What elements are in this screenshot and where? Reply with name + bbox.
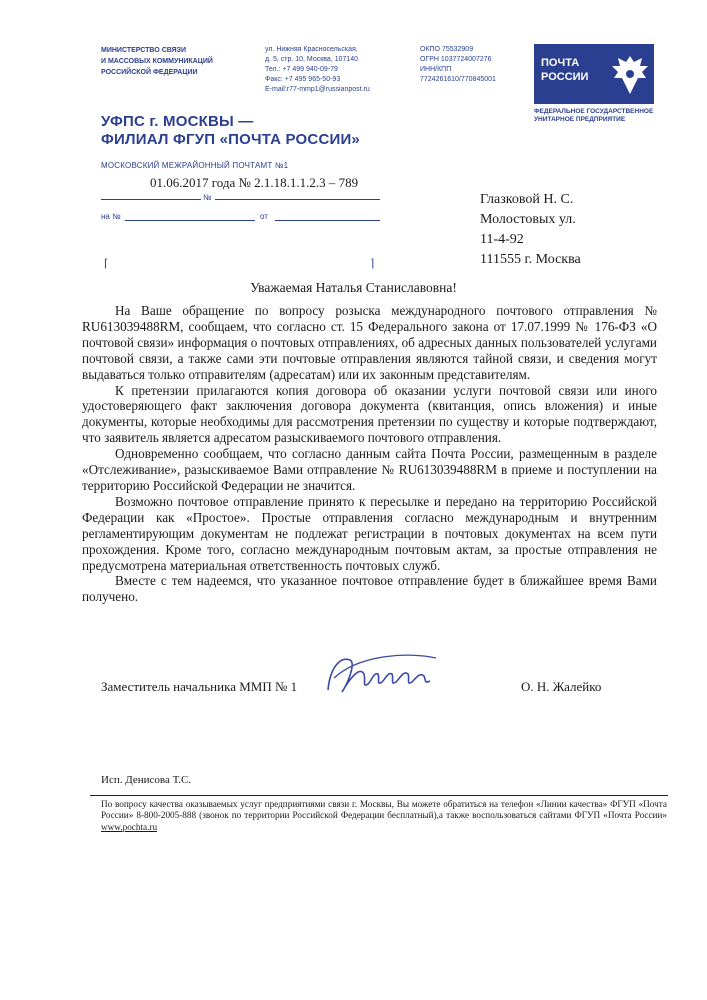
postamt-name: МОСКОВСКИЙ МЕЖРАЙОННЫЙ ПОЧТАМТ №1 <box>101 161 289 170</box>
date-and-number: 01.06.2017 года № 2.1.18.1.1.2.3 – 789 <box>150 175 359 190</box>
logo-line1: ПОЧТА <box>541 57 580 69</box>
date-rule <box>101 199 201 200</box>
recipient-line: 11-4-92 <box>480 232 524 247</box>
logo-subtitle <box>534 108 674 124</box>
executor: Исп. Денисова Т.С. <box>101 774 192 786</box>
body-paragraph: К претензии прилагаются копия договора об оказании услуги почтовой связи или иного удостоверяющего факт заключения договора документа (квитанция, опись вложения) и иные документы, которые необходимы для рассмотрения претензии по существу и которые подтверждают, что заявитель является адресатом разыскиваемого почтового отправления. <box>82 382 657 446</box>
code-line: ИНН/КПП <box>420 66 452 73</box>
address-line: ул. Нижняя Красносельская, <box>265 46 358 53</box>
signatory-name: О. Н. Жалейко <box>521 679 602 694</box>
handwritten-signature <box>320 648 440 703</box>
address-line: Тел.: +7 499 940-09-79 <box>265 66 338 73</box>
ministry-line: И МАССОВЫХ КОММУНИКАЦИЙ <box>101 58 213 65</box>
ref-date-rule <box>275 220 380 221</box>
ministry-header <box>101 45 261 78</box>
branch-line2: ФИЛИАЛ ФГУП «ПОЧТА РОССИИ» <box>101 131 360 148</box>
recipient-line: Глазковой Н. С. <box>480 192 574 207</box>
logo-sub-line: ФЕДЕРАЛЬНОЕ ГОСУДАРСТВЕННОЕ <box>534 108 654 115</box>
signatory-title: Заместитель начальника ММП № 1 <box>101 679 298 694</box>
footer-text: По вопросу качества оказываемых услуг предприятиями связи г. Москвы, Вы можете обратиться на телефон «Линии качества» ФГУП «Почта России» 8-800-2005-888 (звонок по территории Российской Федерации бесплатный),а также воспользоваться сайтами ФГУП «Почта России» <box>101 799 667 821</box>
logo-sub-line: УНИТАРНОЕ ПРЕДПРИЯТИЕ <box>534 116 626 123</box>
footer-rule <box>90 795 668 796</box>
body-paragraph: На Ваше обращение по вопросу розыска международного почтового отправления № RU613039488RM, сообщаем, что согласно ст. 15 Федерального закона от 17.07.1999 № 176-ФЗ «О почтовой связи» информация о почтовых отправлениях, об адресных данных пользователей услугами почтовой связи, а также сами эти почтовые отправления являются тайной связи, и сведения могут выдаваться только отправителям (адресатам) или их законным представителям. <box>82 303 657 382</box>
address-line: д. 5, стр. 10, Москва, 107140 <box>265 56 359 63</box>
code-line: ОКПО 75532909 <box>420 46 474 53</box>
greeting: Уважаемая Наталья Станиславовна! <box>250 280 457 295</box>
branch-line1: УФПС г. МОСКВЫ — <box>101 113 254 130</box>
footer-link[interactable]: www.pochta.ru <box>101 821 158 832</box>
ministry-line: РОССИЙСКОЙ ФЕДЕРАЦИИ <box>101 69 198 76</box>
recipient-line: 111555 г. Москва <box>480 252 581 267</box>
body-paragraph: Вместе с тем надеемся, что указанное почтовое отправление будет в ближайшее время Вами получено. <box>82 573 657 605</box>
body-paragraph: Возможно почтовое отправление принято к пересылке и передано на территорию Российской Федерации как «Простое». Простые отправления согласно международным и внутренним регламентирующим документам не подлежат регистрации в почтовых документах на всем пути прохождения. Кроме того, согласно международным почтовым актам, за простые отправления не предусмотрена материальная ответственность почтовых служб. <box>82 493 657 573</box>
number-label: № <box>203 193 212 202</box>
address-line: E-mail:r77-mmp1@russianpost.ru <box>265 86 370 93</box>
recipient-line: Молостовых ул. <box>480 212 576 227</box>
logo-line2: РОССИИ <box>541 71 589 83</box>
number-rule <box>215 199 380 200</box>
ministry-line: МИНИСТЕРСТВО СВЯЗИ <box>101 47 187 54</box>
code-line: 7724261610/770845001 <box>420 76 496 83</box>
logo-text <box>541 56 601 84</box>
corner-mark: ⌈ <box>104 258 109 270</box>
sender-address <box>265 45 405 95</box>
branch-title <box>101 113 401 149</box>
address-line: Факс: +7 495 965-50-93 <box>265 76 341 83</box>
corner-mark: ⌉ <box>370 258 375 270</box>
ref-number-label: на № <box>101 212 121 221</box>
footer-note <box>101 799 667 833</box>
recipient-address <box>480 190 581 270</box>
eagle-emblem-icon <box>608 50 652 98</box>
code-line: ОГРН 1037724007276 <box>420 56 492 63</box>
body-paragraph: Одновременно сообщаем, что согласно данным сайта Почта России, размещенным в разделе «Отслеживание», разыскиваемое Вами отправление № RU613039488RM в приеме и поступлении на территорию Российской Федерации не значится. <box>82 446 657 493</box>
ref-date-label: от <box>260 212 268 221</box>
letter-body <box>82 303 657 605</box>
ref-number-rule <box>125 220 255 221</box>
registration-codes <box>420 45 520 85</box>
